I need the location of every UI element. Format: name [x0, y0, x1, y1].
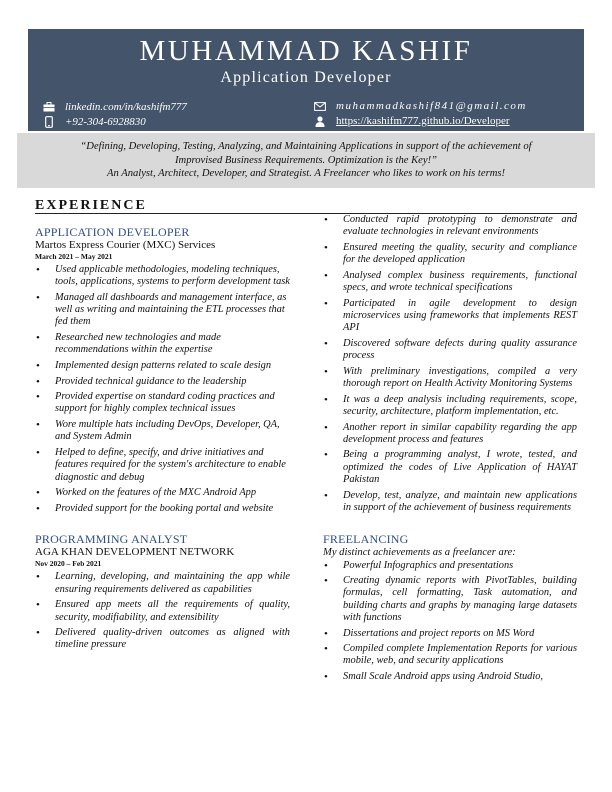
list-item: • Conducted rapid prototyping to demonstrate and evaluate technologies in relevant environments — [323, 214, 577, 239]
job-title: APPLICATION DEVELOPER — [35, 225, 190, 239]
job-bullets — [35, 264, 290, 515]
list-item: • Delivered quality-driven outcomes as aligned with timeline pressure — [35, 627, 290, 652]
list-item: • Ensured app meets all the requirements of quality, security, modifiability, and extensibility — [35, 599, 290, 624]
list-item: • Develop, test, analyze, and maintain new applications in support of the achievement of business requirements — [323, 490, 577, 515]
list-item: • Researched new technologies and made recommendations within the expertise — [35, 332, 290, 357]
freelancing-title: FREELANCING — [323, 531, 409, 546]
list-item: • Helped to define, specify, and drive initiatives and features required for the system's architecture to enable diagnostic and debug — [35, 447, 290, 484]
job-bullets-continued — [323, 214, 577, 514]
list-item: • With preliminary investigations, compiled a very thorough report on Health Activity Monitoring Systems — [323, 366, 577, 391]
candidate-name: MUHAMMAD KASHIF — [139, 35, 473, 67]
company-name: AGA KHAN DEVELOPMENT NETWORK — [35, 546, 235, 559]
statement-line-2: Improvised Business Requirements. Optimization is the Key!” — [175, 154, 437, 166]
statement-line-3: An Analyst, Architect, Developer, and Strategist. A Freelancer who likes to work on his terms! — [107, 168, 505, 179]
list-item: • Wore multiple hats including DevOps, Developer, QA, and System Admin — [35, 419, 290, 444]
mobile-phone-icon — [42, 116, 56, 128]
contact-phone — [42, 115, 146, 129]
briefcase-icon — [42, 102, 56, 112]
list-item: • Managed all dashboards and management interface, as well as writing and maintaining the ETL processes that fed them — [35, 292, 290, 329]
list-item: • Small Scale Android apps using Android Studio, — [323, 671, 577, 683]
list-item: • Discovered software defects during quality assurance process — [323, 338, 577, 363]
left-column — [35, 225, 290, 655]
list-item: • Analysed complex business requirements, functional specs, and wrote technical specifications — [323, 270, 577, 295]
list-item: • Provided expertise on standard coding practices and support for highly complex technical issues — [35, 391, 290, 416]
freelancing-bullets — [323, 560, 577, 684]
list-item: • Learning, developing, and maintaining the app while ensuring requirements delivered as capabilities — [35, 571, 290, 596]
email-link[interactable]: muhammadkashif841@gmail.com — [336, 100, 527, 112]
experience-heading: EXPERIENCE — [35, 198, 147, 213]
contact-email[interactable] — [313, 99, 527, 113]
job-bullets — [35, 571, 290, 651]
list-item: • Participated in agile development to design microservices using frameworks that implements REST API — [323, 298, 577, 335]
list-item: • Ensured meeting the quality, security and compliance for the developed application — [323, 242, 577, 267]
candidate-role: Application Developer — [220, 69, 392, 86]
list-item: • It was a deep analysis including requirements, scope, security, architecture, platform implementation, etc. — [323, 394, 577, 419]
company-name: Martos Express Courier (MXC) Services — [35, 239, 216, 251]
resume-header — [28, 29, 584, 131]
list-item: • Provided technical guidance to the leadership — [35, 376, 290, 388]
list-item: • Being a programming analyst, I wrote, tested, and optimized the codes of Live Application of HAYAT Pakistan — [323, 449, 577, 486]
linkedin-link[interactable]: linkedin.com/in/kashifm777 — [65, 101, 187, 113]
freelancing-intro: My distinct achievements as a freelancer are: — [323, 546, 516, 558]
right-column — [323, 214, 577, 687]
job-dates: March 2021 – May 2021 — [35, 252, 113, 261]
statement-line-1: “Defining, Developing, Testing, Analyzing, and Maintaining Applications in support of the achievement of — [80, 141, 532, 152]
phone-number: +92-304-6928830 — [65, 116, 146, 128]
list-item: • Powerful Infographics and presentations — [323, 560, 577, 572]
list-item: • Implemented design patterns related to scale design — [35, 360, 290, 372]
website-link[interactable]: https://kashifm777.github.io/Developer — [336, 115, 510, 127]
list-item: • Creating dynamic reports with PivotTables, building formulas, cell formatting, Task automation, and building charts and graphs by managing large datasets with functions — [323, 575, 577, 624]
spacer — [35, 518, 290, 532]
contact-website[interactable] — [313, 114, 510, 128]
list-item: • Compiled complete Implementation Reports for various mobile, web, and security applications — [323, 643, 577, 668]
spacer — [323, 518, 577, 532]
list-item: • Another report in similar capability regarding the app development process and features — [323, 422, 577, 447]
envelope-icon — [313, 102, 327, 111]
contact-linkedin[interactable] — [42, 100, 187, 114]
list-item: • Used applicable methodologies, modeling techniques, tools, applications, systems to perform development task — [35, 264, 290, 289]
job-dates: Nov 2020 – Feb 2021 — [35, 559, 102, 569]
job-title: PROGRAMMING ANALYST — [35, 532, 188, 547]
list-item: • Provided support for the booking portal and website — [35, 503, 290, 515]
list-item: • Dissertations and project reports on MS Word — [323, 628, 577, 640]
list-item: • Worked on the features of the MXC Android App — [35, 487, 290, 499]
personal-statement — [17, 133, 595, 188]
person-icon — [313, 116, 327, 127]
